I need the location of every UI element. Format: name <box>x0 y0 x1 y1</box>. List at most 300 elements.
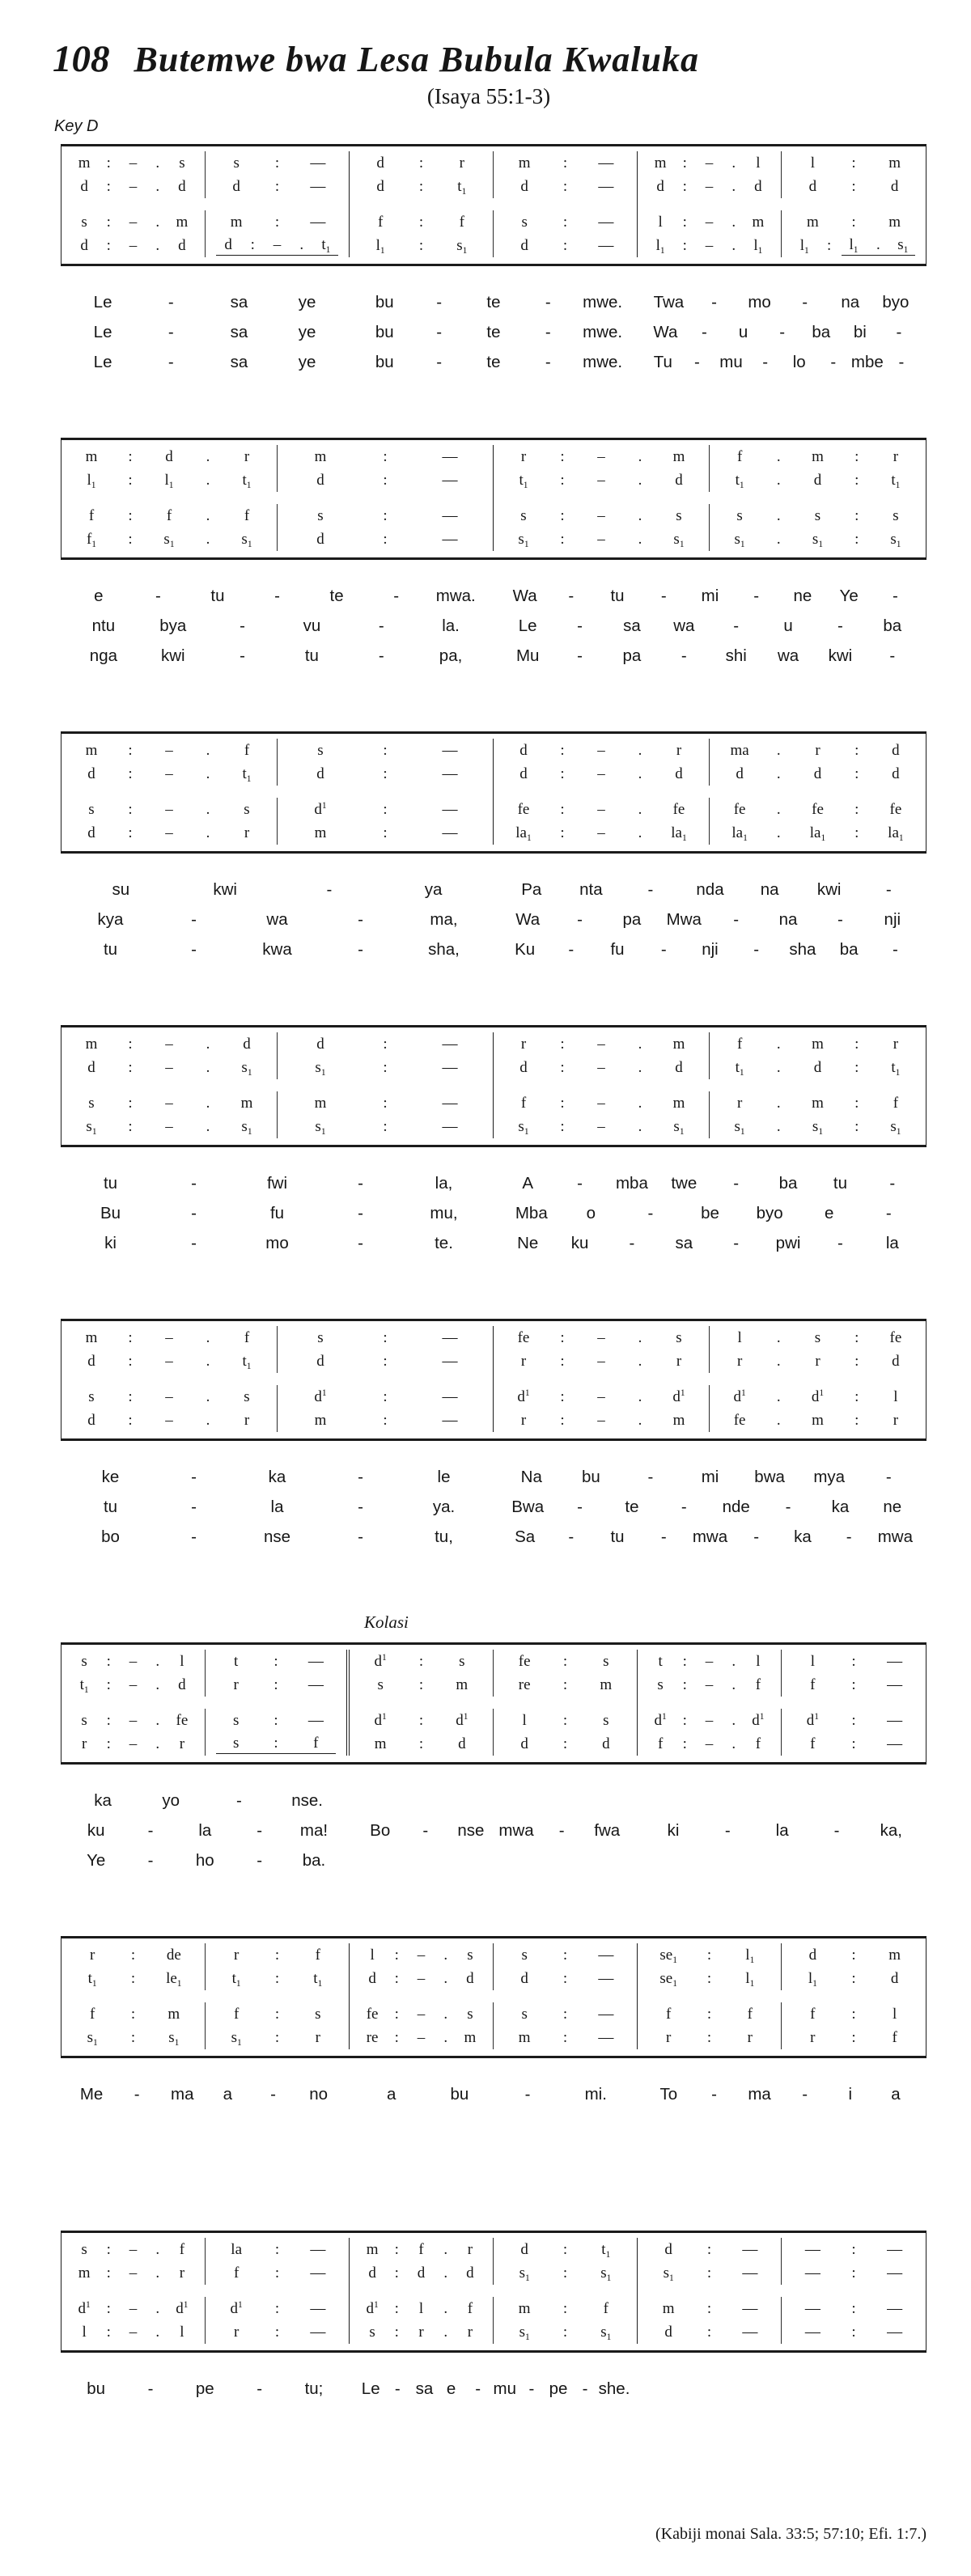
solfa-token: : <box>128 1352 133 1370</box>
lyric-zone <box>61 910 494 930</box>
lyric-word: Ye <box>839 586 859 605</box>
lyric-word: kwi <box>816 879 842 899</box>
lyric-zone <box>350 2085 638 2104</box>
lyric-zone <box>494 1234 926 1253</box>
solfa-token: d <box>87 1411 95 1429</box>
solfa-token: : <box>394 2240 399 2258</box>
lyric-word: - <box>885 1203 892 1222</box>
solfa-token: l <box>180 1652 184 1670</box>
solfa-token: . <box>206 506 210 524</box>
solfa-token: m <box>518 2299 531 2317</box>
note-cell <box>710 1409 926 1432</box>
lyric-word: - <box>647 1203 654 1222</box>
solfa-token: m <box>314 1411 327 1429</box>
solfa-token: – <box>705 236 714 254</box>
lyric-word: - <box>155 586 161 605</box>
lyric-word: nji <box>884 909 901 929</box>
lyric-word: bu <box>450 2084 469 2104</box>
lyric-word: - <box>240 616 245 635</box>
solfa-token: s <box>603 1652 609 1670</box>
lyric-word: - <box>833 1820 840 1840</box>
solfa-token: $s_1$ <box>87 2028 98 2048</box>
lyric-zone <box>638 1821 926 1841</box>
solfa-token: : <box>826 236 832 254</box>
solfa-token: m <box>888 154 901 172</box>
lyric-word: - <box>753 939 760 959</box>
note-cell <box>638 1673 782 1697</box>
lyric-word: tu; <box>304 2379 324 2398</box>
lyric-word: pwi <box>775 1233 801 1252</box>
note-cell <box>494 234 638 257</box>
lyric-word: kwi <box>160 646 185 665</box>
note-cell <box>61 175 206 198</box>
solfa-token: : <box>560 1328 565 1346</box>
lyric-zone <box>638 323 926 342</box>
solfa-score <box>61 1025 926 1147</box>
solfa-token: – <box>129 2323 138 2341</box>
solfa-token: — <box>887 2240 903 2258</box>
lyrics-block <box>61 875 926 964</box>
note-cell <box>61 1967 206 1990</box>
solfa-token: d <box>80 236 88 254</box>
solfa-token: r <box>676 1352 682 1370</box>
solfa-token: : <box>383 1117 388 1135</box>
note-cell <box>61 504 278 527</box>
solfa-token: – <box>165 1388 173 1405</box>
notation-system <box>51 1319 926 1552</box>
note-cell <box>278 1115 494 1138</box>
solfa-token: : <box>128 1117 133 1135</box>
lyric-word: - <box>892 939 898 959</box>
solfa-token: fe <box>889 800 902 818</box>
lyric-word: mu <box>719 352 743 371</box>
lyric-word: mu <box>493 2379 516 2398</box>
note-cell <box>206 1732 350 1756</box>
note-cell <box>61 2261 206 2285</box>
solfa-token: $le_1$ <box>166 1969 182 1989</box>
solfa-token: — <box>442 765 458 782</box>
solfa-token: s <box>88 1094 95 1112</box>
solfa-token: . <box>155 1652 160 1670</box>
solfa-token: : <box>851 2323 856 2341</box>
lyric-word: - <box>191 1173 197 1193</box>
solfa-token: s <box>603 1711 609 1729</box>
stave-gap <box>278 1373 494 1385</box>
lyric-word: na <box>841 292 860 311</box>
solfa-token: r <box>747 2028 753 2046</box>
lyric-word: ku <box>570 1233 589 1252</box>
solfa-token: f <box>603 2299 608 2317</box>
lyric-word: - <box>660 1527 667 1546</box>
lyric-word: fwi <box>266 1173 288 1193</box>
solfa-token: m <box>176 213 189 231</box>
lyric-word: tu <box>610 1527 625 1546</box>
lyric-line <box>61 2374 926 2404</box>
solfa-token: m <box>812 1035 824 1053</box>
lyric-word: no <box>309 2084 328 2104</box>
lyric-word: yo <box>162 1790 180 1810</box>
solfa-token: — <box>442 1328 458 1346</box>
solfa-token: $d^1$ <box>456 1711 469 1729</box>
solfa-token: d <box>519 765 528 782</box>
solfa-token: : <box>130 1946 136 1964</box>
note-cell <box>710 1115 926 1138</box>
note-cell <box>494 1349 710 1373</box>
stave-gap <box>710 1373 926 1385</box>
solfa-token: : <box>128 1328 133 1346</box>
solfa-token: m <box>812 1411 824 1429</box>
lyric-word: - <box>436 292 443 311</box>
lyric-word: ba <box>839 939 859 959</box>
solfa-token: : <box>130 2005 136 2023</box>
solfa-token: – <box>129 177 138 195</box>
lyric-line <box>61 1168 926 1198</box>
solfa-token: $l_1$ <box>164 471 174 490</box>
note-cell <box>278 1385 494 1409</box>
solfa-token: m <box>314 447 327 465</box>
lyric-line <box>61 905 926 934</box>
solfa-token: . <box>443 2299 448 2317</box>
solfa-token: : <box>394 2028 399 2046</box>
solfa-token: l <box>418 2299 424 2317</box>
solfa-token: $d^1$ <box>374 1711 387 1729</box>
solfa-token: — <box>442 800 458 818</box>
solfa-token: . <box>638 1411 642 1429</box>
solfa-token: d <box>376 154 384 172</box>
hymn-title: Butemwe bwa Lesa Bubula Kwaluka <box>134 40 699 79</box>
lyric-word: - <box>358 1233 363 1252</box>
note-cell <box>710 1326 926 1349</box>
solfa-token: s <box>814 506 821 524</box>
scripture-subtitle: (Isaya 55:1-3) <box>426 84 551 108</box>
solfa-token: : <box>394 1946 399 1964</box>
solfa-token: : <box>394 2299 399 2317</box>
lyric-word: - <box>558 1820 565 1840</box>
lyric-word: - <box>629 1233 635 1252</box>
lyric-word: mwe. <box>583 322 623 341</box>
solfa-token: f <box>755 1676 761 1693</box>
stave-gap <box>782 1697 926 1709</box>
solfa-token: . <box>206 1094 210 1112</box>
solfa-token: re <box>518 1676 531 1693</box>
solfa-token: m <box>672 447 685 465</box>
solfa-token: s <box>317 1328 324 1346</box>
lyric-word: Le <box>93 322 112 341</box>
note-cell <box>206 2002 350 2026</box>
lyric-zone <box>494 1174 926 1193</box>
note-cell <box>494 739 710 762</box>
lyric-word: - <box>274 586 280 605</box>
solfa-token: m <box>456 1676 469 1693</box>
solfa-token: — <box>598 2005 614 2023</box>
slur-underline <box>842 236 915 256</box>
note-cell <box>782 2297 926 2320</box>
stave-gap <box>638 2285 782 2297</box>
lyric-word: nse <box>263 1527 291 1546</box>
solfa-token: . <box>731 1735 736 1752</box>
solfa-token: . <box>155 2299 160 2317</box>
slur-underline <box>216 1735 336 1754</box>
solfa-token: . <box>776 741 781 759</box>
solfa-token: : <box>250 235 255 253</box>
solfa-token: . <box>155 1676 160 1693</box>
solfa-token: . <box>206 800 210 818</box>
solfa-token: : <box>560 1035 565 1053</box>
lyric-word: - <box>568 1527 575 1546</box>
solfa-token: — <box>442 1352 458 1370</box>
solfa-token: : <box>560 506 565 524</box>
lyric-word: - <box>647 1467 654 1486</box>
lyric-word: fwa <box>594 1820 621 1840</box>
solfa-token: $d^1$ <box>374 1652 387 1670</box>
lyric-word: ku <box>87 1820 105 1840</box>
solfa-token: : <box>560 530 565 548</box>
lyric-zone <box>494 1498 926 1517</box>
note-cell <box>638 1943 782 1967</box>
solfa-token: $t_1$ <box>457 177 467 197</box>
lyrics-block <box>61 1462 926 1552</box>
solfa-token: . <box>155 1735 160 1752</box>
lyric-word: su <box>112 879 130 899</box>
lyric-word: - <box>830 352 837 371</box>
solfa-token: – <box>129 2240 138 2258</box>
solfa-token: d <box>316 1035 324 1053</box>
lyric-word: na <box>760 879 779 899</box>
note-cell <box>350 2261 494 2285</box>
solfa-token: f <box>666 2005 672 2023</box>
solfa-token: : <box>851 2299 856 2317</box>
lyric-word: Bu <box>100 1203 121 1222</box>
lyric-word: - <box>660 939 667 959</box>
solfa-token: r <box>520 447 527 465</box>
solfa-token: : <box>562 236 568 254</box>
lyric-word: - <box>436 322 443 341</box>
solfa-token: : <box>562 2299 568 2317</box>
lyric-zone <box>61 1204 494 1223</box>
lyric-word: Le <box>361 2379 380 2398</box>
solfa-token: s <box>657 1676 664 1693</box>
solfa-token: fe <box>366 2005 379 2023</box>
solfa-token: . <box>155 154 160 172</box>
solfa-token: l <box>737 1328 742 1346</box>
lyric-word: nde <box>722 1497 750 1516</box>
solfa-token: : <box>418 236 424 254</box>
solfa-token: d <box>368 1969 376 1987</box>
lyric-word: - <box>568 586 575 605</box>
solfa-token: . <box>206 1411 210 1429</box>
lyric-word: ke <box>101 1467 120 1486</box>
solfa-token: m <box>672 1035 685 1053</box>
note-cell <box>350 234 494 257</box>
solfa-token: . <box>443 1946 448 1964</box>
solfa-token: : <box>682 1676 687 1693</box>
solfa-token: — <box>442 1035 458 1053</box>
lyric-word: ki <box>667 1820 680 1840</box>
solfa-token: : <box>418 1711 424 1729</box>
solfa-token: . <box>776 1411 781 1429</box>
lyric-word: tu <box>833 1173 847 1193</box>
lyric-word: - <box>694 352 700 371</box>
solfa-token: f <box>467 2299 473 2317</box>
solfa-token: : <box>274 1969 280 1987</box>
solfa-token: $la_1$ <box>731 824 748 843</box>
solfa-token: : <box>562 213 568 231</box>
stave-gap <box>782 2285 926 2297</box>
stave-gap <box>350 198 494 210</box>
lyric-zone <box>494 616 926 636</box>
note-cell <box>350 1709 494 1732</box>
lyric-word: - <box>568 939 575 959</box>
solfa-token: : <box>854 800 859 818</box>
solfa-token: $t_1$ <box>891 1058 901 1078</box>
note-cell <box>61 151 206 175</box>
stave-gap <box>61 198 206 210</box>
lyric-word: - <box>528 2379 535 2398</box>
solfa-token: : <box>273 1676 278 1693</box>
lyric-word: bwa <box>754 1467 785 1486</box>
solfa-token: : <box>854 530 859 548</box>
solfa-token: – <box>129 1711 138 1729</box>
solfa-token: : <box>682 236 687 254</box>
note-cell <box>350 1967 494 1990</box>
solfa-token: – <box>165 800 173 818</box>
solfa-token: : <box>560 1117 565 1135</box>
note-cell <box>350 1732 494 1756</box>
lyric-word: Wa <box>512 586 537 605</box>
solfa-token: s <box>467 2005 473 2023</box>
solfa-token: – <box>165 1352 173 1370</box>
lyric-word: ne <box>883 1497 902 1516</box>
lyric-zone <box>61 1821 350 1841</box>
solfa-token: r <box>459 154 464 172</box>
lyric-word: bu <box>87 2379 106 2398</box>
lyric-zone <box>61 353 350 372</box>
solfa-token: r <box>520 1411 527 1429</box>
solfa-token: — <box>307 1652 324 1670</box>
stave-gap <box>61 1697 206 1709</box>
solfa-token: r <box>815 1352 820 1370</box>
solfa-token: : <box>562 1946 568 1964</box>
solfa-token: s <box>736 506 743 524</box>
solfa-token: s <box>369 2323 375 2341</box>
lyric-word: - <box>191 1467 197 1486</box>
solfa-token: f <box>234 2005 240 2023</box>
solfa-token: $se_1$ <box>659 1969 677 1989</box>
solfa-token: d <box>808 177 817 195</box>
solfa-token: – <box>129 236 138 254</box>
solfa-token: – <box>597 1328 605 1346</box>
solfa-token: . <box>776 506 781 524</box>
solfa-token: . <box>731 177 736 195</box>
solfa-token: r <box>467 2323 473 2341</box>
solfa-token: : <box>560 1058 565 1076</box>
solfa-token: $s_1$ <box>890 530 901 549</box>
solfa-token: s <box>467 1946 473 1964</box>
note-cell <box>61 210 206 234</box>
solfa-token: r <box>315 2028 320 2046</box>
note-cell <box>278 468 494 492</box>
solfa-token: : <box>273 1734 278 1752</box>
lyrics-block <box>61 287 926 377</box>
lyric-word: - <box>889 1173 896 1193</box>
lyric-word: i <box>848 2084 853 2104</box>
solfa-token: $s_1$ <box>897 235 909 255</box>
solfa-token: . <box>638 1035 642 1053</box>
solfa-score <box>61 2231 926 2353</box>
solfa-token: r <box>234 1946 240 1964</box>
solfa-token: : <box>394 1969 399 1987</box>
solfa-token: : <box>273 1711 278 1729</box>
solfa-token: . <box>155 1711 160 1729</box>
solfa-token: — <box>310 2264 326 2282</box>
solfa-token: s <box>676 506 682 524</box>
note-cell <box>638 151 782 175</box>
solfa-token: f <box>893 1094 899 1112</box>
lyric-word: - <box>545 322 551 341</box>
note-cell <box>350 151 494 175</box>
note-cell <box>782 234 926 257</box>
solfa-token: : <box>851 2005 856 2023</box>
lyric-word: - <box>577 616 583 635</box>
note-cell <box>494 1385 710 1409</box>
solfa-token: f <box>315 1946 320 1964</box>
solfa-token: d <box>178 1676 186 1693</box>
solfa-token: : <box>273 1652 278 1670</box>
solfa-token: : <box>383 765 388 782</box>
lyric-word: - <box>896 322 902 341</box>
solfa-token: . <box>206 1035 210 1053</box>
note-cell <box>638 2238 782 2261</box>
lyric-word: Wa <box>515 909 541 929</box>
note-cell <box>782 2238 926 2261</box>
solfa-token: s <box>676 1328 682 1346</box>
lyric-word: pa, <box>439 646 463 665</box>
stave-gap <box>61 1373 278 1385</box>
solfa-token: : <box>383 741 388 759</box>
solfa-token: r <box>244 1411 250 1429</box>
solfa-token: f <box>810 1676 816 1693</box>
solfa-token: r <box>234 2323 240 2341</box>
note-cell <box>61 798 278 821</box>
lyric-word: - <box>147 1820 154 1840</box>
solfa-token: . <box>731 1711 736 1729</box>
lyric-line <box>61 611 926 641</box>
solfa-token: r <box>676 741 682 759</box>
solfa-token: : <box>106 2240 111 2258</box>
solfa-token: $t_1$ <box>321 235 331 255</box>
notation-system <box>51 1025 926 1258</box>
lyric-word: - <box>134 2084 140 2104</box>
solfa-token: s <box>521 1946 528 1964</box>
solfa-token: d <box>417 2264 426 2282</box>
stave-gap <box>494 1697 638 1709</box>
lyric-word: sha, <box>428 939 460 959</box>
note-cell <box>710 762 926 786</box>
solfa-token: f <box>244 1328 250 1346</box>
note-cell <box>206 2238 350 2261</box>
solfa-token: $s_1$ <box>519 2323 530 2342</box>
lyric-word: kwi <box>213 879 237 899</box>
lyric-word: ma! <box>299 1820 329 1840</box>
notation-system <box>51 1612 926 1875</box>
solfa-token: . <box>206 447 210 465</box>
lyric-zone <box>61 1468 494 1487</box>
lyrics-block <box>61 1168 926 1258</box>
lyric-word: nji <box>702 939 719 959</box>
solfa-token: d <box>87 765 95 782</box>
lyric-zone <box>61 940 494 960</box>
lyric-word: ne <box>793 586 812 605</box>
